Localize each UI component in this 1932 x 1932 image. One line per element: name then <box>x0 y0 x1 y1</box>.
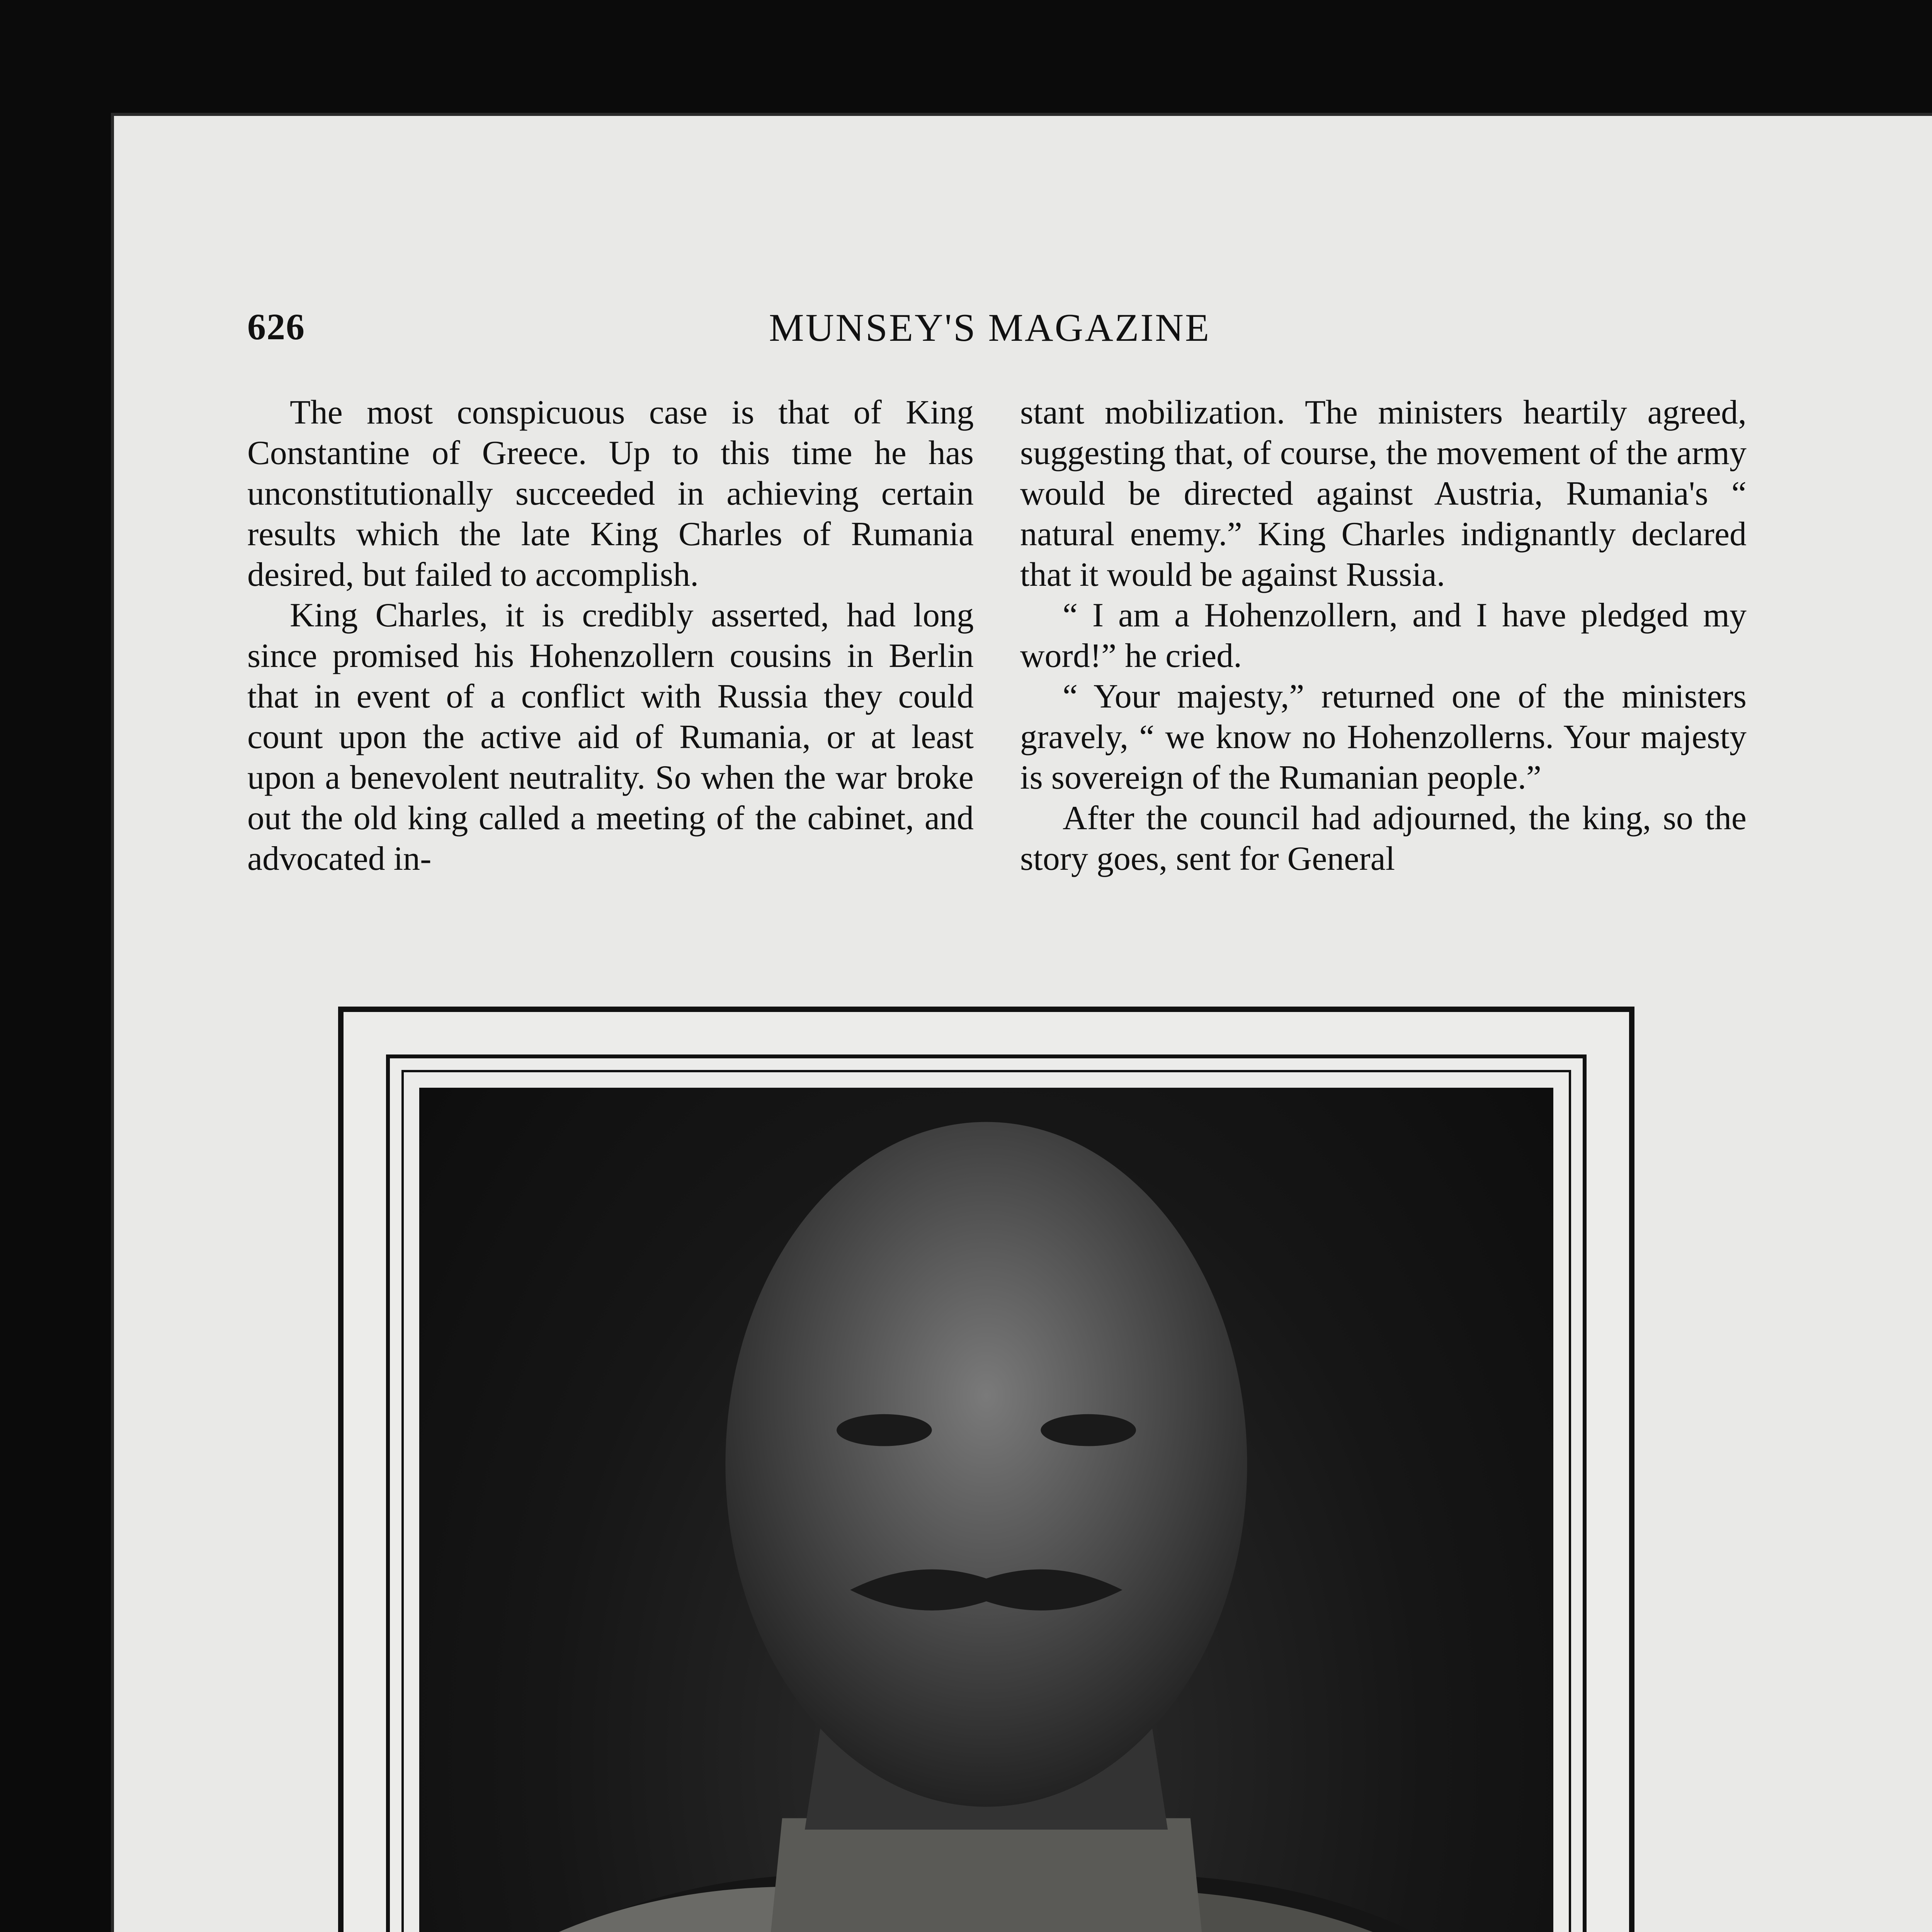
page-header <box>247 305 1754 363</box>
photo-inner-rule <box>401 1070 1571 1932</box>
portrait-illustration <box>419 1088 1553 1932</box>
portrait-photograph-icon <box>419 1088 1553 1932</box>
right-text-column <box>1020 392 1747 879</box>
paragraph: The most conspicuous case is that of King Constantine of Greece. Up to this time he has unconstitutionally succeeded in achieving certain results which the late King Charles of Rumania desired, but failed to accomplish. <box>247 394 974 594</box>
paragraph: After the council had adjourned, the king, so the story goes, sent for General <box>1020 799 1747 878</box>
page-number: 626 <box>247 306 305 347</box>
left-text-column <box>247 392 974 879</box>
paragraph: King Charles, it is credibly asserted, had long since promised his Hohenzollern cousins in Berlin that in event of a conflict with Russia they could count upon the active aid of Rumania, or at least upon a benevolent neutrality. So when the war broke out the old king called a meeting of the cabinet, and advocated in- <box>247 597 974 878</box>
photo-frame <box>338 1007 1634 1932</box>
running-title: MUNSEY'S MAGAZINE <box>769 306 1211 350</box>
paragraph: “ I am a Hohenzollern, and I have pledged my word!” he cried. <box>1020 597 1747 675</box>
paragraph: stant mobilization. The ministers heartily agreed, suggesting that, of course, the movement of the army would be directed against Austria, Rumania's “ natural enemy.” King Charles indignantly declared that it would be against Russia. <box>1020 394 1747 594</box>
paragraph: “ Your majesty,” returned one of the ministers gravely, “ we know no Hohenzollerns. Your majesty is sovereign of the Rumanian people.” <box>1020 678 1747 796</box>
photo-inner-border <box>386 1054 1587 1932</box>
